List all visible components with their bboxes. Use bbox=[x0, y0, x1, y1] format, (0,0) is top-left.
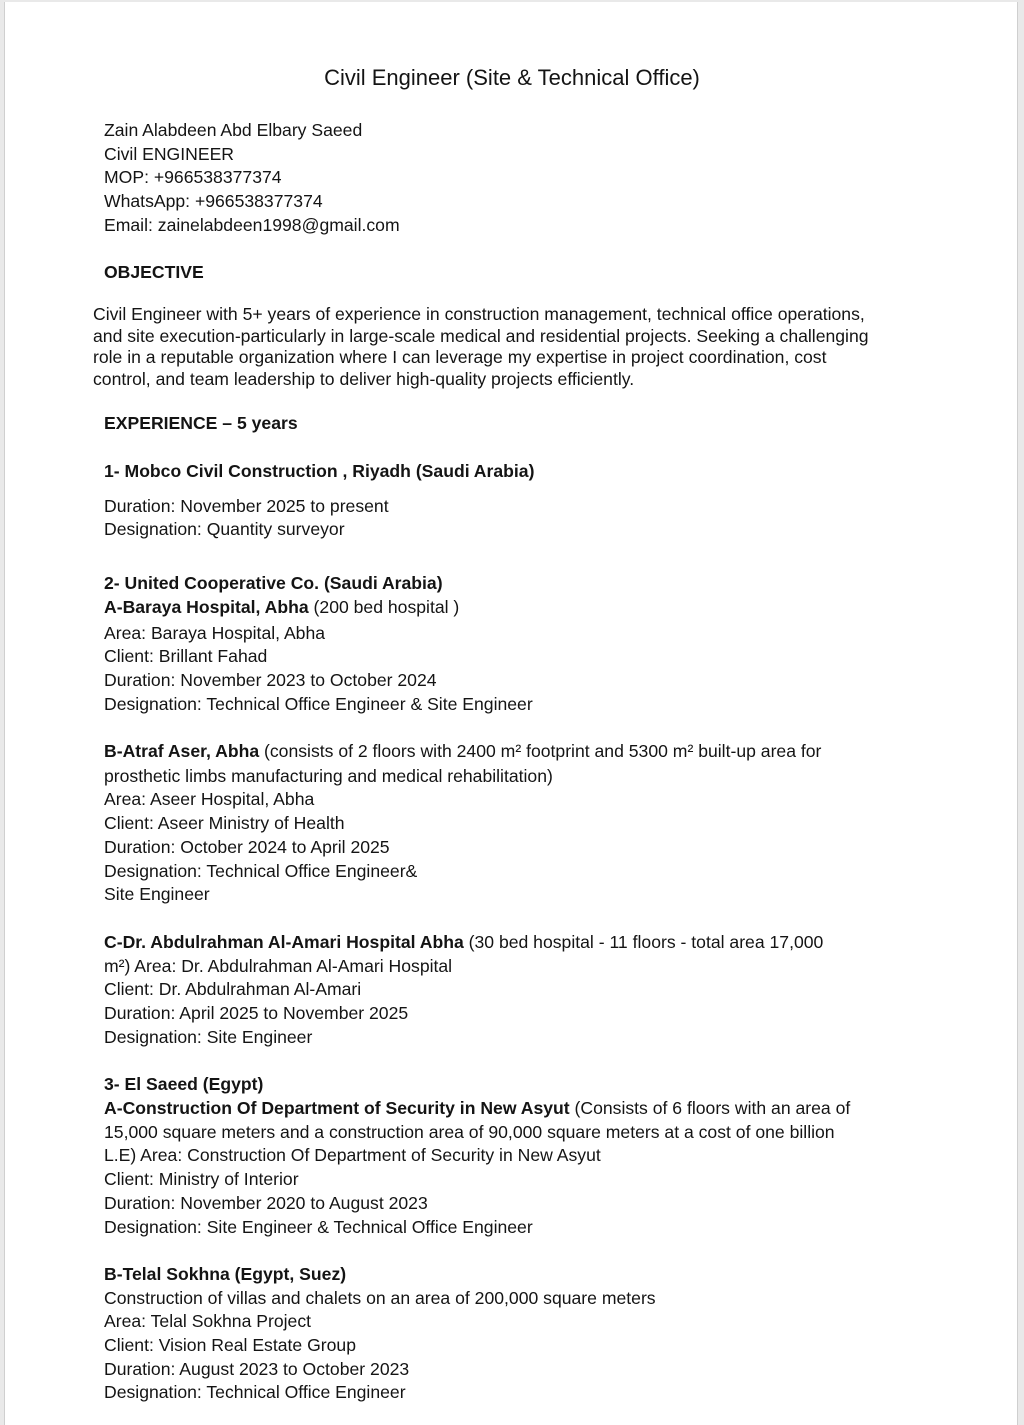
designation: Designation: Site Engineer & Technical Office Engineer bbox=[104, 1217, 533, 1237]
company-header: 2- United Cooperative Co. (Saudi Arabia) bbox=[104, 573, 443, 593]
duration: Duration: October 2024 to April 2025 bbox=[104, 837, 390, 857]
project-title bbox=[104, 1100, 850, 1118]
contact-mop: MOP: +966538377374 bbox=[104, 167, 282, 187]
project-title bbox=[104, 934, 823, 952]
page-title: Civil Engineer (Site & Technical Office) bbox=[324, 65, 700, 90]
project-client: Client: Vision Real Estate Group bbox=[104, 1335, 356, 1355]
company-header: 3- El Saeed (Egypt) bbox=[104, 1074, 264, 1094]
duration: Duration: November 2023 to October 2024 bbox=[104, 670, 437, 690]
project-desc: L.E) Area: Construction Of Department of Security in New Asyut bbox=[104, 1145, 601, 1165]
project-name: C-Dr. Abdulrahman Al-Amari Hospital Abha bbox=[104, 932, 464, 952]
contact-name: Zain Alabdeen Abd Elbary Saeed bbox=[104, 120, 363, 140]
designation: Designation: Quantity surveyor bbox=[104, 519, 345, 539]
project-area: Area: Baraya Hospital, Abha bbox=[104, 623, 326, 643]
objective-heading: OBJECTIVE bbox=[104, 262, 204, 282]
project-desc: (Consists of 6 floors with an area of bbox=[569, 1098, 851, 1118]
project-title bbox=[104, 599, 459, 617]
project-name: B-Telal Sokhna (Egypt, Suez) bbox=[104, 1264, 347, 1284]
project-desc: (200 bed hospital ) bbox=[308, 597, 460, 617]
designation: Site Engineer bbox=[104, 884, 210, 904]
project-client: Client: Ministry of Interior bbox=[104, 1169, 299, 1189]
project-name: A-Construction Of Department of Security in New Asyut bbox=[104, 1098, 570, 1118]
objective-line: and site execution-particularly in large-scale medical and residential projects. Seeking a challenging bbox=[93, 326, 869, 346]
objective-line: Civil Engineer with 5+ years of experience in construction management, technical office operations, bbox=[93, 304, 865, 324]
project-client: Client: Dr. Abdulrahman Al-Amari bbox=[104, 979, 362, 999]
designation: Designation: Site Engineer bbox=[104, 1027, 313, 1047]
duration: Duration: November 2025 to present bbox=[104, 496, 389, 516]
objective-line: control, and team leadership to deliver high-quality projects efficiently. bbox=[93, 369, 635, 389]
project-desc: m²) Area: Dr. Abdulrahman Al-Amari Hospital bbox=[104, 956, 453, 976]
contact-role: Civil ENGINEER bbox=[104, 144, 235, 164]
project-desc: 15,000 square meters and a construction area of 90,000 square meters at a cost of one billion bbox=[104, 1122, 835, 1142]
duration: Duration: August 2023 to October 2023 bbox=[104, 1359, 410, 1379]
project-name: B-Atraf Aser, Abha bbox=[104, 741, 260, 761]
project-client: Client: Brillant Fahad bbox=[104, 646, 268, 666]
objective-line: role in a reputable organization where I can leverage my expertise in project coordination, cost bbox=[93, 347, 827, 367]
project-area: Area: Telal Sokhna Project bbox=[104, 1311, 312, 1331]
designation: Designation: Technical Office Engineer& bbox=[104, 861, 418, 881]
contact-email: Email: zainelabdeen1998@gmail.com bbox=[104, 215, 400, 235]
project-area: Area: Aseer Hospital, Abha bbox=[104, 789, 315, 809]
contact-whatsapp: WhatsApp: +966538377374 bbox=[104, 191, 323, 211]
project-desc: (30 bed hospital - 11 floors - total area 17,000 bbox=[463, 932, 824, 952]
designation: Designation: Technical Office Engineer bbox=[104, 1382, 406, 1402]
project-desc: Construction of villas and chalets on an area of 200,000 square meters bbox=[104, 1288, 656, 1308]
duration: Duration: November 2020 to August 2023 bbox=[104, 1193, 428, 1213]
project-name: A-Baraya Hospital, Abha bbox=[104, 597, 309, 617]
project-desc: prosthetic limbs manufacturing and medical rehabilitation) bbox=[104, 766, 553, 786]
duration: Duration: April 2025 to November 2025 bbox=[104, 1003, 409, 1023]
project-title bbox=[104, 743, 821, 761]
designation: Designation: Technical Office Engineer & Site Engineer bbox=[104, 694, 533, 714]
resume-page bbox=[4, 2, 1018, 1425]
company-header: 1- Mobco Civil Construction , Riyadh (Saudi Arabia) bbox=[104, 461, 535, 481]
experience-heading: EXPERIENCE – 5 years bbox=[104, 413, 298, 433]
project-client: Client: Aseer Ministry of Health bbox=[104, 813, 345, 833]
project-desc: (consists of 2 floors with 2400 m² footprint and 5300 m² built-up area for bbox=[259, 741, 822, 761]
